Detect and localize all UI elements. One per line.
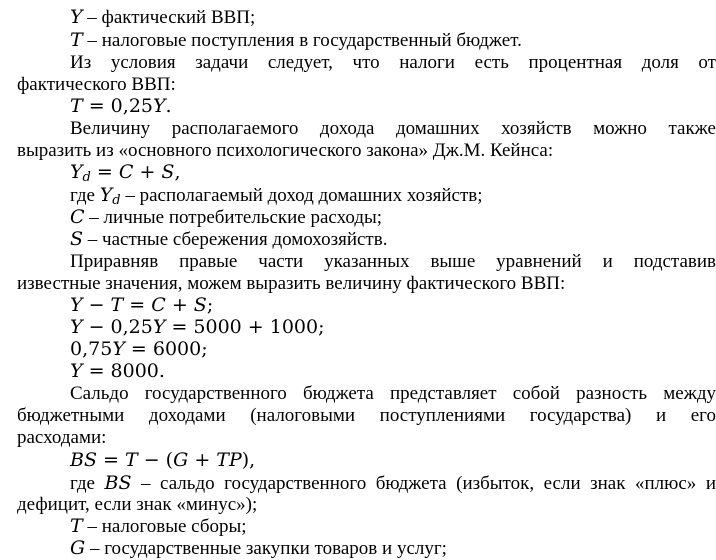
line-text: Приравняв правые части указанных выше уравнений и подставив <box>70 251 716 272</box>
math-variable: Y <box>70 161 83 183</box>
math-variable: Y <box>70 294 83 316</box>
math-variable: Y <box>112 338 125 360</box>
line-23 <box>17 494 257 516</box>
line-12 <box>70 251 716 273</box>
math-variable: S <box>193 294 207 316</box>
math-variable: Y <box>152 316 166 338</box>
math-variable: C <box>151 294 166 316</box>
line-20 <box>17 427 106 449</box>
line-text: фактического ВВП: <box>17 74 176 95</box>
line-24 <box>70 515 247 538</box>
line-text: Величину располагаемого дохода домашних хозяйств можно также <box>70 118 716 139</box>
math-expression: − 0,25 <box>82 316 153 338</box>
math-subscript: d <box>82 170 91 185</box>
math-variable: T <box>110 294 124 316</box>
line-18 <box>70 383 716 405</box>
line-text: – налоговые сборы; <box>82 516 247 537</box>
line-text: – располагаемый доход домашних хозяйств; <box>120 185 483 206</box>
math-variable: BS <box>70 449 97 471</box>
math-expression: = <box>123 294 152 316</box>
line-text: бюджетными доходами (налоговыми поступлениями государства) и его <box>17 405 716 426</box>
math-variable: T <box>70 95 83 117</box>
math-expression: 0,75 <box>70 338 113 360</box>
math-variable: C <box>70 206 85 228</box>
line-21 <box>70 449 255 472</box>
line-text: – сальдо государственного бюджета (избыток, если знак «плюс» и <box>131 473 716 494</box>
math-variable: Y <box>70 6 83 28</box>
line-22 <box>70 472 716 495</box>
math-expression: = 0,25 <box>82 95 153 117</box>
math-subscript: d <box>112 193 121 208</box>
math-variable: C <box>118 161 134 183</box>
math-expression: − <box>82 294 111 316</box>
line-text: – налоговые поступления в государственный бюджет. <box>82 30 522 51</box>
math-variable: BS <box>104 472 132 494</box>
math-variable: G <box>70 537 86 559</box>
line-19 <box>17 405 716 427</box>
line-15 <box>70 316 325 339</box>
math-variable: S <box>70 228 84 250</box>
line-6 <box>70 118 716 140</box>
math-variable: TP <box>216 449 242 471</box>
math-expression: = 5000 + 1000; <box>165 316 325 338</box>
line-text: где <box>70 473 105 494</box>
math-variable: Y <box>70 360 83 382</box>
math-expression: = <box>90 161 119 183</box>
line-1 <box>70 6 255 29</box>
math-expression: ), <box>241 449 256 471</box>
math-variable: T <box>70 29 83 51</box>
line-text: Из условия задачи следует, что налоги есть процентная доля от <box>70 52 716 73</box>
line-text: Сальдо государственного бюджета представляет собой разность между <box>70 383 716 404</box>
math-expression: , <box>174 161 181 183</box>
math-expression: = <box>96 449 125 471</box>
math-variable: Y <box>153 95 166 117</box>
line-text: выразить из «основного психологического закона» Дж.М. Кейнса: <box>17 140 554 161</box>
math-expression: + <box>133 161 162 183</box>
line-text: где <box>70 185 100 206</box>
math-expression: ; <box>206 294 214 316</box>
math-expression: . <box>165 95 172 117</box>
math-variable: T <box>124 449 138 471</box>
line-text: известные значения, можем выразить величину фактического ВВП: <box>17 273 566 294</box>
math-variable: S <box>161 161 175 183</box>
line-3 <box>70 52 716 74</box>
math-variable: G <box>173 449 189 471</box>
line-5 <box>70 95 172 118</box>
line-text: дефицит, если знак «минус»); <box>17 494 258 515</box>
line-text: – фактический ВВП; <box>82 7 256 28</box>
math-expression: = 6000; <box>124 338 208 360</box>
math-expression: + <box>165 294 194 316</box>
math-variable: Y <box>99 184 113 206</box>
line-11 <box>70 228 387 251</box>
line-14 <box>70 294 213 317</box>
line-text: расходами: <box>17 427 107 448</box>
math-variable: T <box>70 515 83 537</box>
math-expression: = 8000. <box>82 360 165 382</box>
math-expression: − ( <box>137 449 174 471</box>
line-4 <box>17 74 176 96</box>
line-7 <box>17 140 553 162</box>
line-16 <box>70 338 208 361</box>
line-text: – государственные закупки товаров и услуг; <box>85 538 447 559</box>
line-text: – личные потребительские расходы; <box>84 207 383 228</box>
line-text: – частные сбережения домохозяйств. <box>83 229 388 250</box>
line-9 <box>70 184 483 207</box>
math-variable: Y <box>70 316 83 338</box>
line-17 <box>70 360 165 383</box>
line-2 <box>70 29 522 52</box>
line-8 <box>70 161 181 184</box>
line-10 <box>70 206 382 229</box>
math-expression: + <box>188 449 217 471</box>
line-13 <box>17 273 565 295</box>
